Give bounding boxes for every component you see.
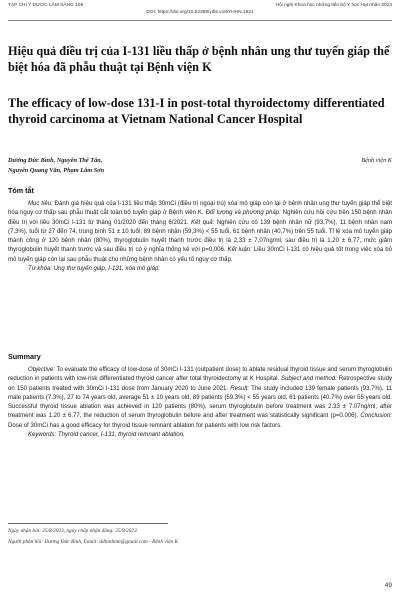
doi-link[interactable]: DOI: https://doi.org/10.52389/ydls.v18iYHHN.1921 bbox=[146, 10, 254, 15]
author-line-2: Nguyễn Quang Văn, Phạm Lâm Sơn bbox=[8, 166, 105, 174]
footnote-dates: Ngày nhận bài: 25/8/2023, ngày chấp nhận đăng: 25/9/2023 bbox=[8, 528, 137, 534]
methods-vi: Nghiên cứu hồi cứu trên 150 bệnh nhân điều trị với liều 30mCi I-131 từ tháng 01/2020 đến tháng 6/2021. bbox=[8, 210, 392, 226]
abstract-en-heading: Summary bbox=[8, 352, 41, 361]
header-rule bbox=[8, 20, 392, 21]
page-number: 49 bbox=[384, 582, 392, 589]
keywords-vi bbox=[8, 265, 392, 274]
title-vietnamese: Hiệu quả điều trị của I-131 liều thấp ở bệnh nhân ung thư tuyến giáp thể biệt hóa đã phẫu thuật tại Bệnh viện K bbox=[8, 44, 390, 74]
author-list bbox=[8, 156, 268, 176]
abstract-en-body bbox=[8, 366, 392, 431]
author-line-1: Dương Đức Bình, Nguyễn Thế Tân, bbox=[8, 157, 103, 164]
footnote-rule bbox=[8, 523, 168, 524]
label-objective-en: Objective: bbox=[28, 367, 55, 373]
label-objective-vi: Mục tiêu: bbox=[28, 201, 53, 207]
label-results-en: Result: bbox=[230, 385, 250, 392]
label-results-vi: Kết quả: bbox=[191, 219, 215, 226]
conference-name: Hội nghị Khoa học những tiến bộ Y học Hạt nhân 2023 bbox=[275, 3, 392, 8]
conclusion-en: Dose of 30mCi has a good efficacy for thyroid tissue remnant ablation for patients with low risk factors. bbox=[8, 422, 282, 429]
keywords-vi-text: Ung thư tuyến giáp, I-131, xóa mô giáp. bbox=[52, 265, 161, 272]
journal-name: TẠP CHÍ Y DƯỢC LÂM SÀNG 108 bbox=[8, 3, 84, 8]
abstract-vi-body bbox=[8, 200, 392, 265]
label-methods-en: Subject and method: bbox=[281, 376, 337, 383]
abstract-vi bbox=[8, 200, 392, 274]
abstract-vi-heading: Tóm tắt bbox=[8, 186, 34, 195]
objective-en: To evaluate the efficacy of low-dose of 30mCi I-131 (outpatient dose) to ablate residual thyroid tissue and serum thyroglobulin reduction in patients with low-risk differentiated thyroid cancer after total thyroidectomy at K Hospital. bbox=[8, 367, 392, 383]
label-conclusion-vi: Kết luận: bbox=[227, 247, 252, 254]
title-english: The efficacy of low-dose 131-I in post-total thyroidectomy differentiated thyroid carcinoma at Vietnam National Cancer Hospital bbox=[8, 96, 385, 126]
keywords-en bbox=[8, 431, 392, 440]
label-methods-vi: Đối tượng và phương pháp: bbox=[205, 210, 281, 217]
results-en: The study included 139 female patients (93.7%), 11 male patients (7.3%), 27 to 74 years old, average 51 ± 10 years old, 89 patients (59.3%) < 55 years old, 61 patients (40.7%) over 55 years old. Successful thyroid tissue ablation was achieved in 120 patients (80%), serum thyroglobulin before treatment was 2.33 ± 7.07ng/ml, after treatment was 1.20 ± 6.77, the reduction of serum thyroglobulin before and after treatment was statistically significant (p=0.006). bbox=[8, 385, 393, 420]
affiliation: Bệnh viện K bbox=[361, 157, 392, 164]
label-keywords-vi: Từ khóa: bbox=[28, 265, 52, 272]
conclusion-vi: Liều 30mCi I-131 có hiệu quả tốt trong việc xóa bỏ mô tuyến giáp còn lại sau phẫu thuật cho những bệnh nhân có yếu tố nguy cơ thấp. bbox=[8, 247, 392, 263]
methods-en: Retrospective study on 150 patients treated with 30mCi I-131 dose from January 2020 to June 2021. bbox=[8, 376, 392, 392]
footnote-contact: Người phản hồi: Dương Đức Bình, Email: ddbinhnm@gmail.com - Bệnh viện K bbox=[8, 539, 178, 545]
results-vi: Nghiên cứu có 139 bệnh nhân nữ (93,7%), 11 bệnh nhân nam (7,3%), tuổi từ 27 đến 74, trung bình 51 ± 10 tuổi; 89 bệnh nhân (59,3%) < 55 tuổi, 61 bệnh nhân (40,7%) trên 55 tuổi. Tỉ lệ xóa mô tuyến giáp thành công ở 120 bệnh nhân (80%), thyroglobulin huyết thanh trước điều trị là 2,33 ± 7,07ng/ml, sau điều trị là 1,20 ± 6,77, mức giảm thyroglobulin huyết thanh trước và sau điều trị có ý nghĩa thống kê với p=0,006. bbox=[8, 219, 392, 254]
abstract-en bbox=[8, 366, 392, 440]
keywords-en-text: Thyroid cancer, I-131, thyroid remnant ablation. bbox=[56, 431, 185, 438]
objective-vi: Đánh giá hiệu quả của I-131 liều thấp 30mCi (điều trị ngoại trú) xóa mô giáp còn lại ở bệnh nhân ung thư tuyến giáp thể biệt hóa nguy cơ thấp sau phẫu thuật cắt toàn bộ tuyến giáp ở Bệnh viện K. bbox=[8, 201, 392, 217]
label-conclusion-en: Conclusion: bbox=[360, 413, 392, 420]
label-keywords-en: Keywords: bbox=[28, 431, 57, 438]
